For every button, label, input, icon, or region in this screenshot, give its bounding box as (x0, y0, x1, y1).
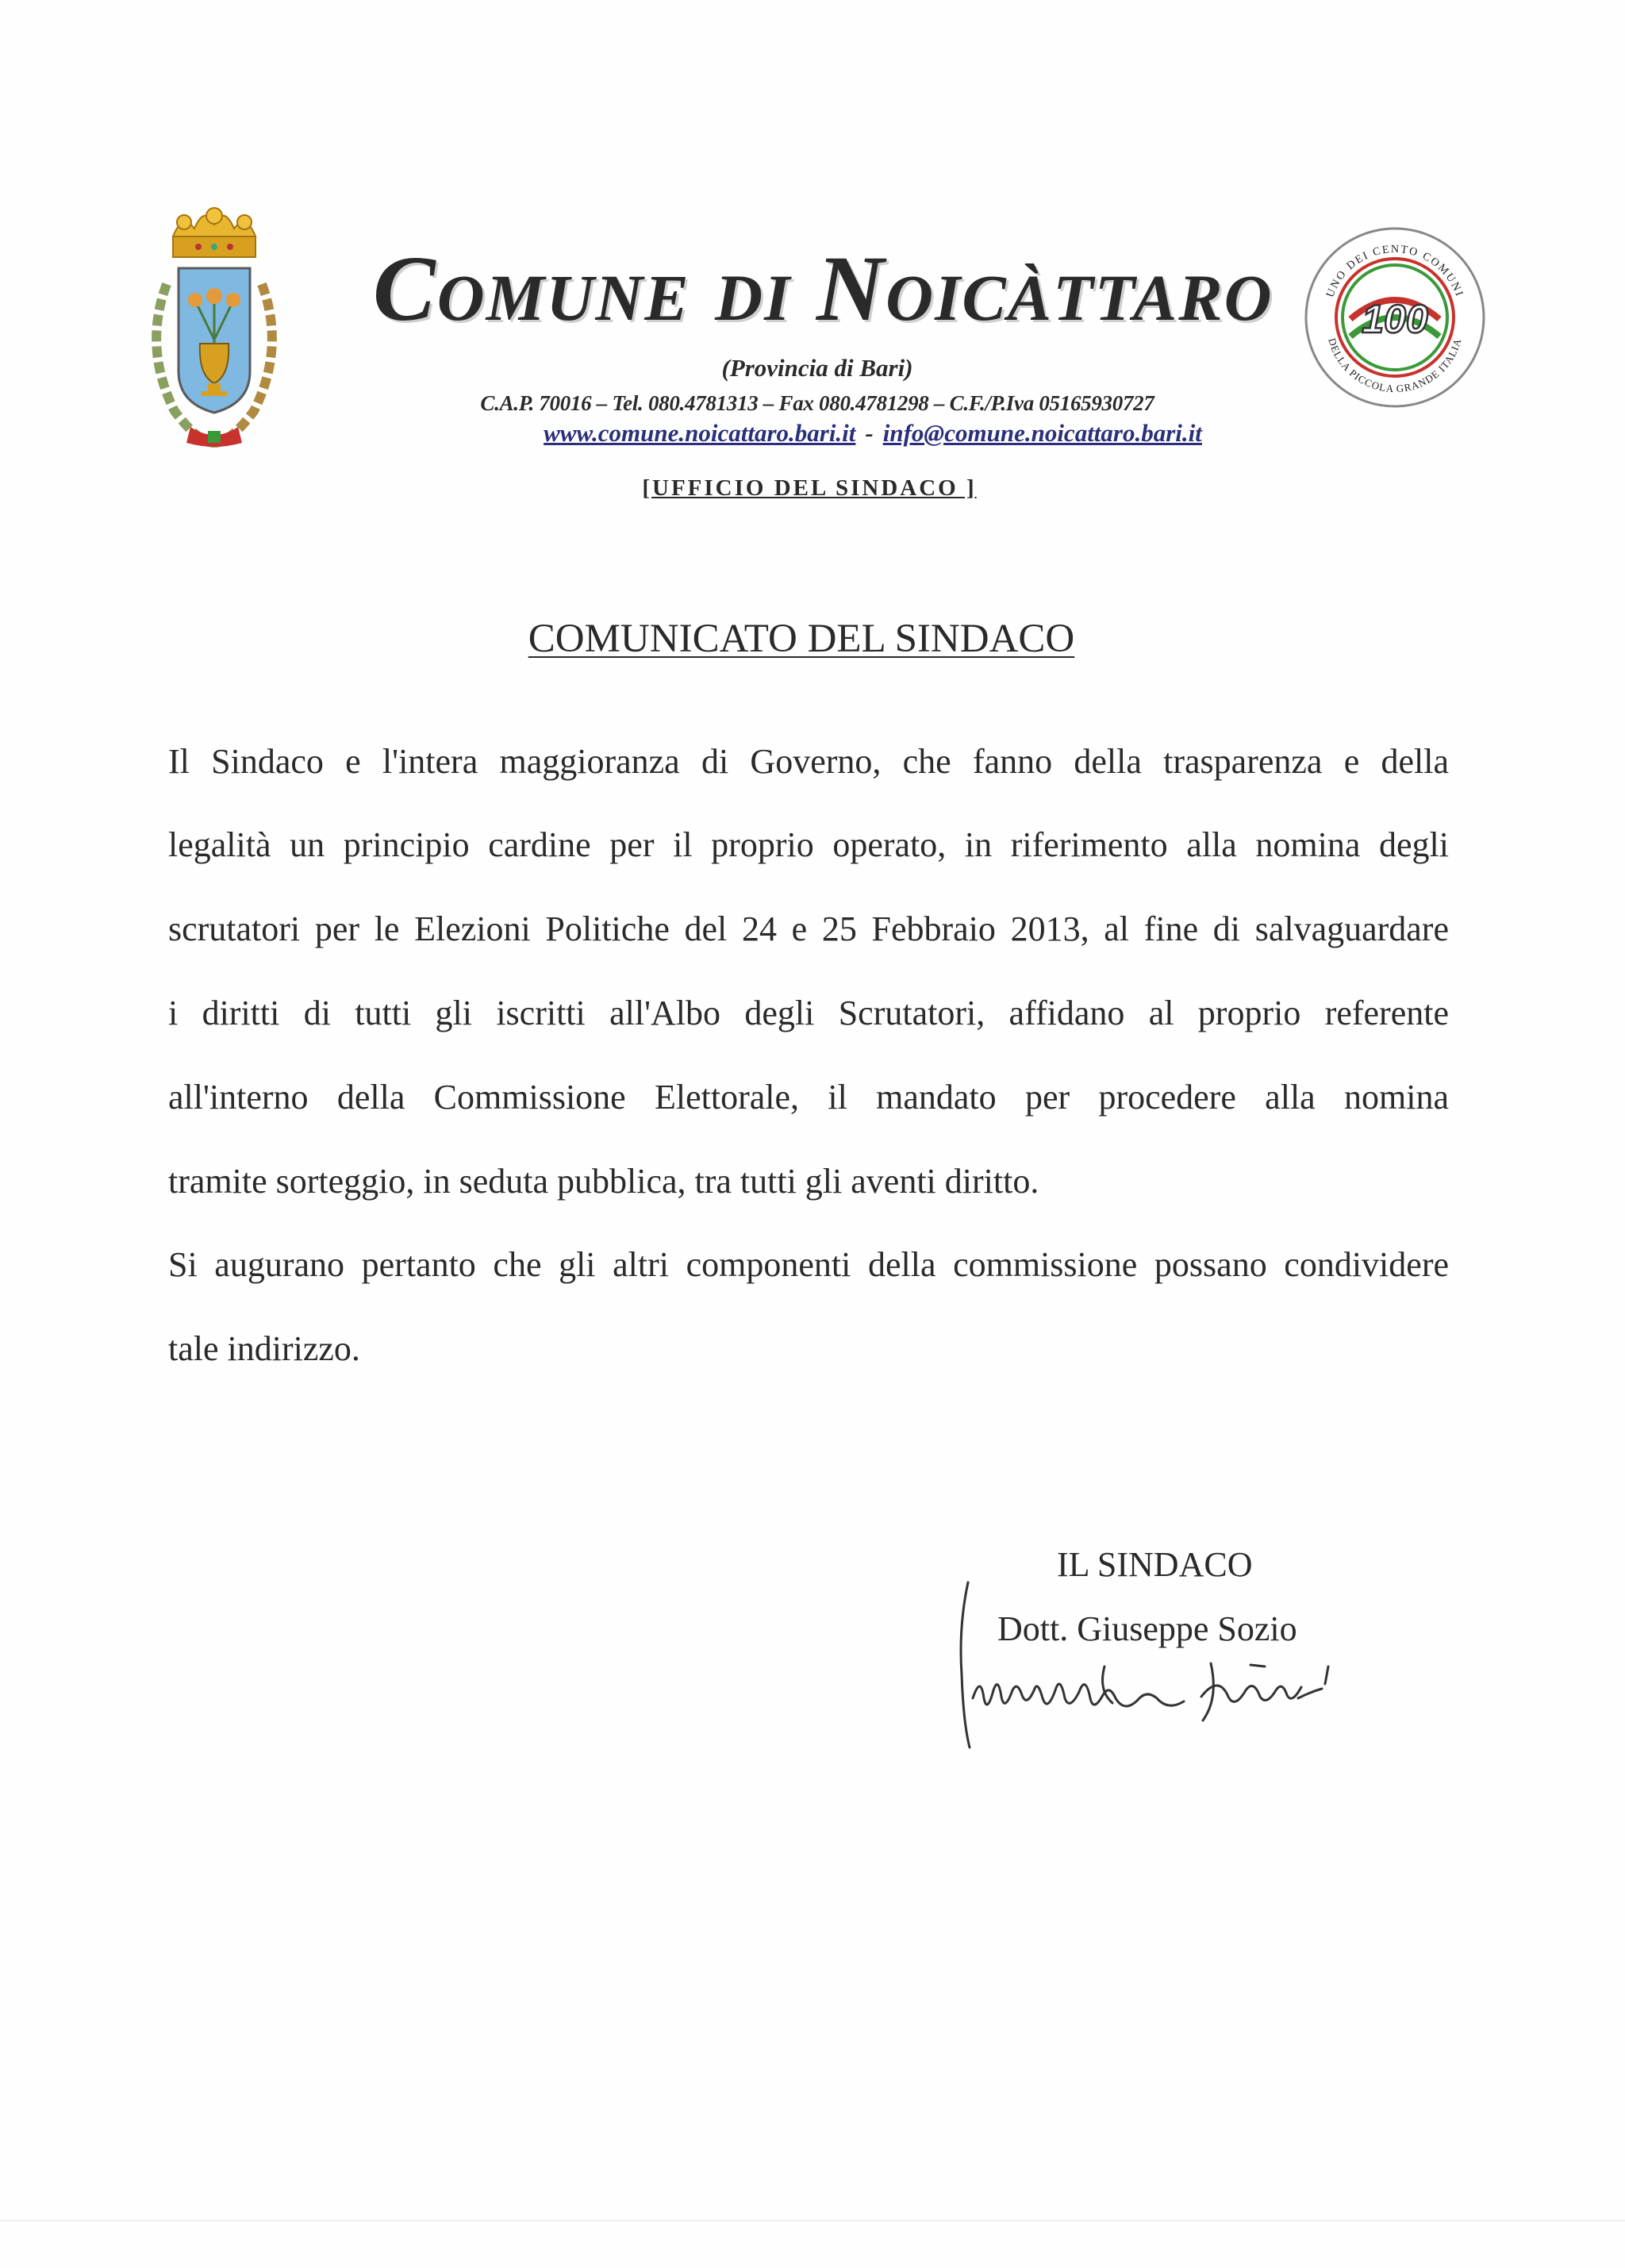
seal-text-bottom: DELLA PICCOLA GRANDE ITALIA (1326, 336, 1464, 395)
signatory-title: IL SINDACO (1057, 1545, 1253, 1584)
body-line: i diritti di tutti gli iscritti all'Albo degli Scrutatori, affidano al proprio referente (168, 994, 1449, 1032)
body-line: all'interno della Commissione Elettorale, il mandato per procedere alla nomina (168, 1078, 1449, 1117)
email-link[interactable]: info@comune.noicattaro.bari.it (882, 419, 1202, 447)
body-line: Il Sindaco e l'intera maggioranza di Governo, che fanno della trasparenza e della (168, 742, 1449, 781)
handwritten-signature-icon (949, 1579, 1362, 1754)
office-label: [UFFICIO DEL SINDACO ] (642, 475, 977, 501)
website-link[interactable]: www.comune.noicattaro.bari.it (544, 419, 856, 447)
coat-of-arms-icon (135, 205, 294, 459)
document-heading: COMUNICATO DEL SINDACO (528, 617, 1075, 661)
body-line: tale indirizzo. (168, 1329, 360, 1368)
body-line: tramite sorteggio, in seduta pubblica, tra tutti gli aventi diritto. (168, 1162, 1039, 1201)
body-line: Si augurano pertanto che gli altri componenti della commissione possano condividere (168, 1245, 1449, 1284)
web-links (413, 419, 1333, 448)
body-line: scrutatori per le Elezioni Politiche del 24 e 25 Febbraio 2013, al fine di salvaguardare (168, 909, 1449, 948)
crown-icon (173, 208, 255, 257)
contact-details: C.A.P. 70016 – Tel. 080.4781313 – Fax 080.4781298 – C.F./P.Iva 05165930727 (480, 391, 1154, 415)
seal-text-top: UNO DEI CENTO COMUNI (1324, 243, 1466, 299)
signatory-name: Dott. Giuseppe Sozio (997, 1609, 1297, 1648)
link-separator: - (865, 419, 874, 447)
municipality-title: Comune di Noicàttaro (373, 236, 1273, 340)
body-line: legalità un principio cardine per il proprio operato, in riferimento alla nomina degli (168, 825, 1449, 864)
cento-comuni-seal-icon (1303, 225, 1487, 409)
province-label: (Provincia di Bari) (721, 354, 913, 382)
seal-number: 100 (1362, 297, 1428, 341)
page-bottom-divider (0, 2220, 1625, 2221)
